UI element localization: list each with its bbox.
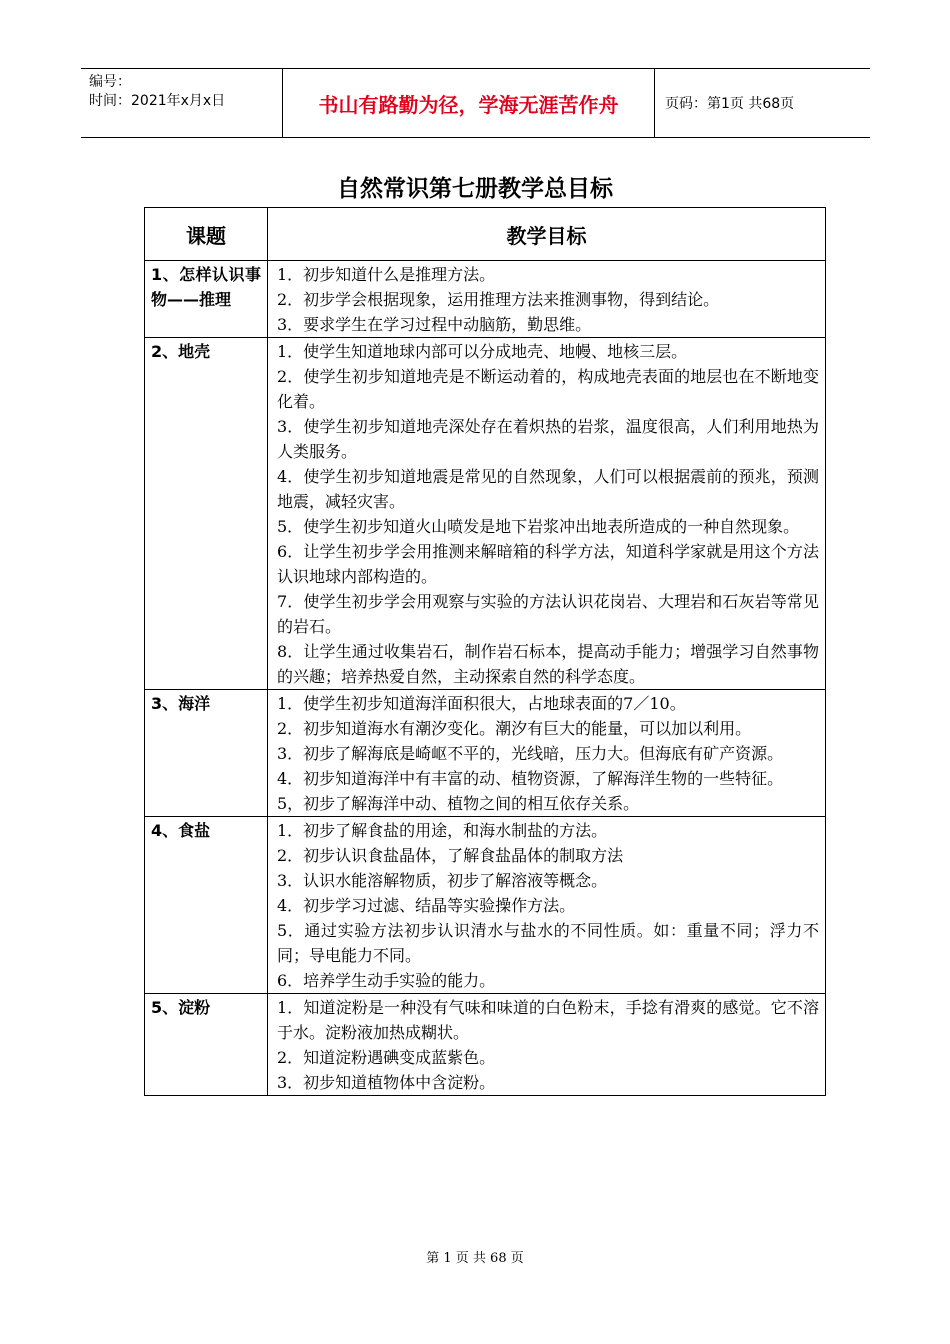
goal-item: 8．让学生通过收集岩石，制作岩石标本，提高动手能力；增强学习自然事物的兴趣；培养热爱自然，主动探索自然的科学态度。 bbox=[277, 642, 819, 686]
goals-cell bbox=[268, 338, 826, 690]
goal-item: 1．知道淀粉是一种没有气味和味道的白色粉末，手捻有滑爽的感觉。它不溶于水。淀粉液加热成糊状。 bbox=[277, 998, 819, 1042]
table-row bbox=[145, 261, 826, 338]
topic-cell: 1、怎样认识事物——推理 bbox=[145, 261, 268, 338]
column-header-goals: 教学目标 bbox=[268, 208, 826, 261]
header-page-info: 页码：第1页 共68页 bbox=[665, 96, 795, 112]
table-row bbox=[145, 994, 826, 1096]
goal-item: 2．使学生初步知道地壳是不断运动着的，构成地壳表面的地层也在不断地变化着。 bbox=[277, 367, 819, 411]
goal-item: 1．初步知道什么是推理方法。 bbox=[277, 265, 496, 284]
goal-item: 4．初步知道海洋中有丰富的动、植物资源，了解海洋生物的一些特征。 bbox=[277, 769, 784, 788]
topic-cell: 2、地壳 bbox=[145, 338, 268, 690]
goal-item: 1．使学生初步知道海洋面积很大，占地球表面的7／10。 bbox=[277, 694, 686, 713]
goal-item: 3．初步了解海底是崎岖不平的，光线暗，压力大。但海底有矿产资源。 bbox=[277, 744, 784, 763]
goal-item: 4．初步学习过滤、结晶等实验操作方法。 bbox=[277, 896, 576, 915]
column-header-topic: 课题 bbox=[145, 208, 268, 261]
topic-cell: 3、海洋 bbox=[145, 690, 268, 817]
time-label: 时间：2021年x月x日 bbox=[89, 93, 226, 109]
goal-item: 2．初步知道海水有潮汐变化。潮汐有巨大的能量，可以加以利用。 bbox=[277, 719, 752, 738]
goal-item: 5．通过实验方法初步认识清水与盐水的不同性质。如：重量不同；浮力不同；导电能力不同。 bbox=[277, 921, 819, 965]
goal-item: 6．让学生初步学会用推测来解暗箱的科学方法，知道科学家就是用这个方法认识地球内部构造的。 bbox=[277, 542, 819, 586]
topic-cell: 5、淀粉 bbox=[145, 994, 268, 1096]
page-footer: 第 1 页 共 68 页 bbox=[426, 1251, 524, 1266]
goal-item: 5，初步了解海洋中动、植物之间的相互依存关系。 bbox=[277, 794, 640, 813]
header-meta bbox=[81, 69, 283, 137]
goals-cell bbox=[268, 261, 826, 338]
document-header bbox=[81, 68, 870, 138]
goals-cell bbox=[268, 690, 826, 817]
goal-item: 2．知道淀粉遇碘变成蓝紫色。 bbox=[277, 1048, 496, 1067]
table-row bbox=[145, 817, 826, 994]
goal-item: 2．初步认识食盐晶体，了解食盐晶体的制取方法 bbox=[277, 846, 624, 865]
goal-item: 2．初步学会根据现象，运用推理方法来推测事物，得到结论。 bbox=[277, 290, 720, 309]
table-row bbox=[145, 338, 826, 690]
goal-item: 3．要求学生在学习过程中动脑筋，勤思维。 bbox=[277, 315, 592, 334]
goal-item: 3．初步知道植物体中含淀粉。 bbox=[277, 1073, 496, 1092]
goal-item: 1．使学生知道地球内部可以分成地壳、地幔、地核三层。 bbox=[277, 342, 688, 361]
goals-cell bbox=[268, 817, 826, 994]
goals-table bbox=[144, 207, 826, 1096]
goal-item: 6．培养学生动手实验的能力。 bbox=[277, 971, 496, 990]
code-label: 编号： bbox=[89, 74, 131, 90]
topic-cell: 4、食盐 bbox=[145, 817, 268, 994]
page-title: 自然常识第七册教学总目标 bbox=[337, 176, 613, 202]
goal-item: 3．使学生初步知道地壳深处存在着炽热的岩浆，温度很高，人们利用地热为人类服务。 bbox=[277, 417, 819, 461]
goal-item: 3．认识水能溶解物质，初步了解溶液等概念。 bbox=[277, 871, 608, 890]
goals-cell bbox=[268, 994, 826, 1096]
table-row bbox=[145, 690, 826, 817]
goal-item: 4．使学生初步知道地震是常见的自然现象，人们可以根据震前的预兆，预测地震，减轻灾害。 bbox=[277, 467, 819, 511]
table-header-row bbox=[145, 208, 826, 261]
header-motto: 书山有路勤为径，学海无涯苦作舟 bbox=[283, 69, 655, 137]
goal-item: 7．使学生初步学会用观察与实验的方法认识花岗岩、大理岩和石灰岩等常见的岩石。 bbox=[277, 592, 819, 636]
goal-item: 1．初步了解食盐的用途，和海水制盐的方法。 bbox=[277, 821, 608, 840]
goal-item: 5．使学生初步知道火山喷发是地下岩浆冲出地表所造成的一种自然现象。 bbox=[277, 517, 800, 536]
